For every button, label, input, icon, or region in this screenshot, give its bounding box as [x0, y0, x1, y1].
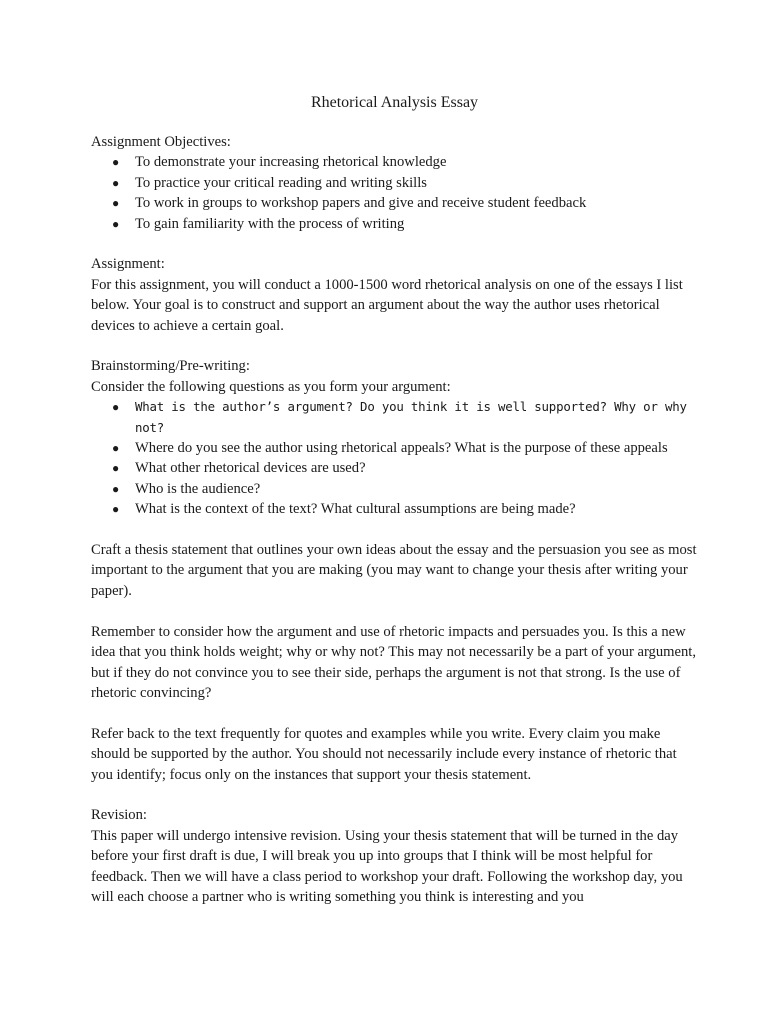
brainstorming-list [91, 397, 698, 519]
assignment-text: For this assignment, you will conduct a 1000-1500 word rhetorical analysis on one of the essays I list below. Your goal is to construct and support an argument about the way the author uses rhetorical devices to achieve a certain goal. [91, 276, 683, 334]
assignment-heading: Assignment: [91, 256, 165, 273]
bullet-icon: ● [112, 175, 120, 190]
list-item: ● To gain familiarity with the process of writing [117, 214, 698, 234]
brainstorming-intro: Consider the following questions as you form your argument: [91, 378, 451, 395]
objectives-heading: Assignment Objectives: [91, 134, 231, 150]
bullet-icon: ● [112, 155, 120, 170]
list-item: ● To practice your critical reading and writing skills [117, 173, 698, 193]
objectives-list [91, 152, 698, 234]
remember-text: Remember to consider how the argument and use of rhetoric impacts and persuades you. Is this a new idea that you think holds weight; why or why not? This may not necessarily be a part of your argument, but if they do not convince you to see their side, perhaps the argument is not that strong. Is the use of rhetoric convincing? [91, 623, 696, 701]
refer-text: Refer back to the text frequently for quotes and examples while you write. Every claim you make should be supported by the author. You should not necessarily include every instance of rhetoric that you identify; focus only on the instances that support your thesis statement. [91, 725, 677, 783]
remember-section [91, 622, 698, 704]
bullet-icon: ● [112, 441, 120, 456]
bullet-icon: ● [112, 461, 120, 476]
document-title: Rhetorical Analysis Essay [310, 94, 479, 111]
list-item: ● To work in groups to workshop papers and give and receive student feedback [117, 193, 698, 213]
bullet-icon: ● [112, 400, 120, 415]
list-item: ● What is the author’s argument? Do you think it is well supported? Why or why not? [112, 399, 687, 435]
bullet-icon: ● [112, 481, 120, 496]
list-item: ● What other rhetorical devices are used? [117, 458, 698, 478]
brainstorming-section [91, 356, 698, 519]
revision-heading: Revision: [91, 807, 147, 824]
assignment-section [91, 254, 698, 336]
bullet-icon: ● [112, 216, 120, 231]
bullet-icon: ● [112, 196, 120, 211]
list-item: ● Where do you see the author using rhetorical appeals? What is the purpose of these appeals [117, 438, 698, 458]
refer-section [91, 724, 698, 785]
brainstorming-heading: Brainstorming/Pre-writing: [91, 358, 250, 375]
revision-text: This paper will undergo intensive revision. Using your thesis statement that will be turned in the day before your first draft is due, I will break you up into groups that I think will be most helpful for feedback. Then we will have a class period to workshop your draft. Following the workshop day, you will each choose a partner who is writing something you think is interesting and you [91, 827, 683, 905]
thesis-text: Craft a thesis statement that outlines your own ideas about the essay and the persuasion you see as most important to the argument that you are making (you may want to change your thesis after writing your paper). [91, 542, 697, 599]
bullet-icon: ● [112, 502, 120, 517]
revision-section [91, 805, 698, 907]
objectives-section [91, 132, 698, 234]
list-item: ● To demonstrate your increasing rhetorical knowledge [117, 152, 698, 172]
list-item: ● Who is the audience? [117, 479, 698, 499]
list-item: ● What is the context of the text? What cultural assumptions are being made? [117, 499, 698, 519]
thesis-section [91, 540, 698, 601]
